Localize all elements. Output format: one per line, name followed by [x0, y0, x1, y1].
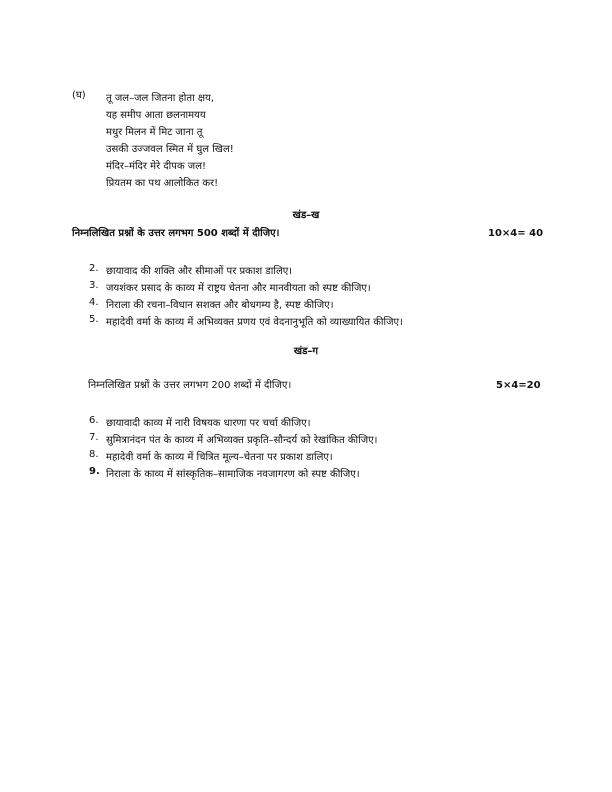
- question-number: 5.: [89, 314, 99, 325]
- poem-line: यह समीप आता छलनामयय: [106, 110, 206, 121]
- poem-line: मंदिर–मंदिर मेरे दीपक जल!: [106, 161, 207, 172]
- question-number: 8.: [89, 449, 99, 460]
- poem-line: उसकी उज्जवल स्मित में घुल खिल!: [106, 144, 234, 155]
- poem-marker: (घ): [72, 90, 86, 101]
- question-number: 2.: [89, 263, 99, 274]
- question-number: 9.: [89, 466, 100, 477]
- section-instruction-ga: निम्नलिखित प्रश्नों के उत्तर लगभग 200 शब्दों में दीजिए।: [88, 380, 292, 391]
- section-heading-ga: खंड–ग: [293, 346, 319, 357]
- question-number: 4.: [89, 297, 99, 308]
- question-number: 6.: [89, 415, 99, 426]
- section-marks-ga: 5×4=20: [496, 380, 541, 391]
- question-text: छायावाद की शक्ति और सीमाओं पर प्रकाश डालिए।: [106, 266, 293, 277]
- question-text: निराला के काव्य में सांस्कृतिक–सामाजिक नवजागरण को स्पष्ट कीजिए।: [106, 469, 360, 480]
- poem-line: प्रियतम का पथ आलोकित कर!: [106, 178, 219, 189]
- question-text: निराला की रचना–विधान सशक्त और बोधगम्य है, स्पष्ट कीजिए।: [106, 300, 334, 311]
- question-number: 3.: [89, 280, 99, 291]
- question-text: सुमित्रानंदन पंत के काव्य में अभिव्यक्त प्रकृति–सौन्दर्य को रेखांकित कीजिए।: [106, 435, 378, 446]
- question-text: जयशंकर प्रसाद के काव्य में राष्ट्रय चेतना और मानवीयता को स्पष्ट कीजिए।: [106, 283, 371, 294]
- question-number: 7.: [89, 432, 99, 443]
- section-marks-kha: 10×4= 40: [488, 228, 544, 239]
- poem-line: तू जल–जल जितना होता क्षय,: [106, 93, 215, 104]
- question-text: महादेवी वर्मा के काव्य में अभिव्यक्त प्रणय एवं वेदनानुभूति को व्याख्यायित कीजिए।: [106, 317, 403, 328]
- poem-line: मधुर मिलन में मिट जाना तू: [106, 127, 203, 138]
- question-text: छायावादी काव्य में नारी विषयक धारणा पर चर्चा कीजिए।: [106, 418, 311, 429]
- question-text: महादेवी वर्मा के काव्य में चित्रित मूल्य–चेतना पर प्रकाश डालिए।: [106, 452, 333, 463]
- section-heading-kha: खंड–ख: [292, 210, 320, 221]
- section-instruction-kha: निम्नलिखित प्रश्नों के उत्तर लगभग 500 शब्दों में दीजिए।: [72, 228, 280, 239]
